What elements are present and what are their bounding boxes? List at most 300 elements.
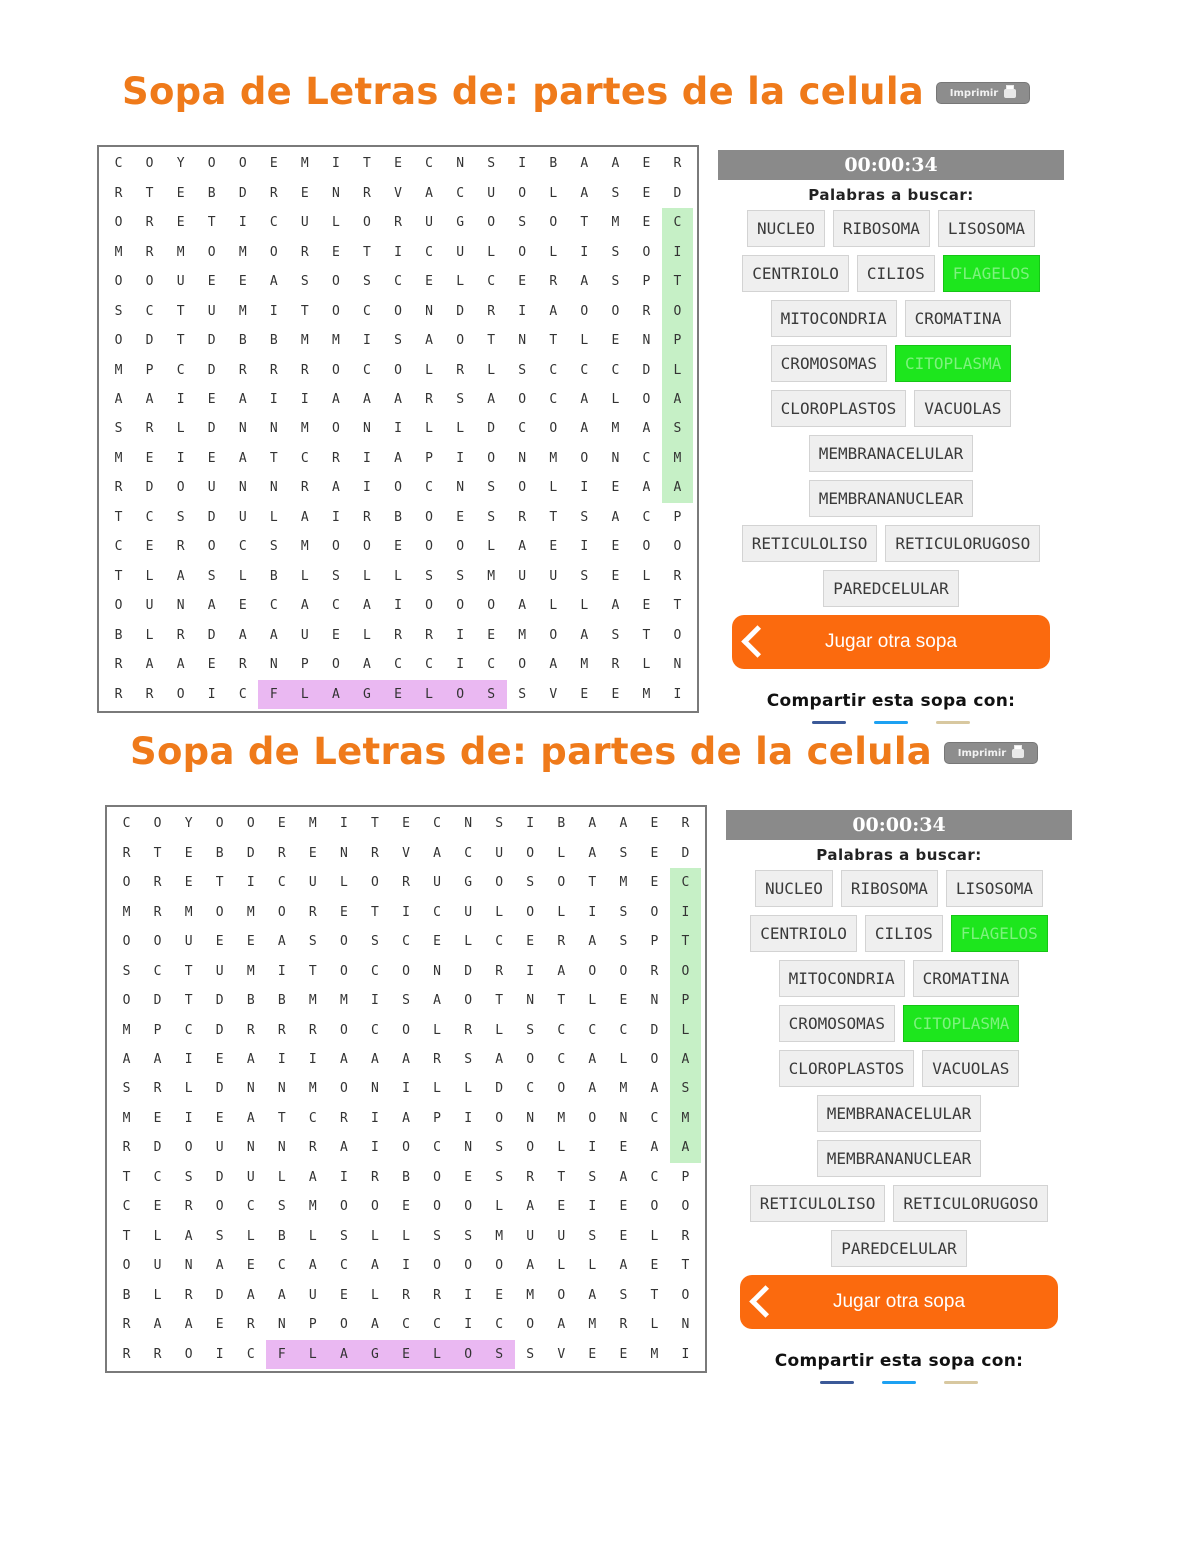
grid-cell[interactable]: S	[580, 568, 589, 584]
grid-cell[interactable]: N	[246, 1140, 255, 1156]
grid-cell[interactable]: E	[619, 1140, 628, 1156]
grid-cell[interactable]: L	[580, 333, 589, 349]
grid-cell[interactable]: A	[402, 1110, 410, 1126]
grid-cell[interactable]: T	[371, 904, 379, 920]
grid-cell[interactable]: M	[619, 1081, 628, 1097]
grid-cell[interactable]: A	[122, 1052, 131, 1068]
grid-cell[interactable]: C	[670, 868, 701, 897]
grid-cell[interactable]: T	[184, 963, 193, 979]
grid-cell[interactable]: L	[456, 274, 465, 290]
grid-cell[interactable]: O	[495, 1258, 504, 1274]
grid-cell[interactable]: T	[662, 267, 693, 296]
grid-cell[interactable]: B	[549, 156, 558, 172]
grid-cell[interactable]: S	[184, 1169, 193, 1185]
grid-cell[interactable]: U	[518, 568, 527, 584]
grid-cell[interactable]: L	[184, 1081, 193, 1097]
grid-cell[interactable]: P	[153, 1022, 162, 1038]
grid-cell[interactable]: A	[371, 1317, 379, 1333]
grid-cell[interactable]: E	[277, 816, 286, 832]
grid-cell[interactable]: T	[670, 927, 701, 956]
grid-cell[interactable]: L	[557, 845, 566, 861]
grid-cell[interactable]: R	[371, 1169, 379, 1185]
grid-cell[interactable]: I	[588, 1140, 597, 1156]
grid-cell[interactable]: O	[331, 539, 340, 555]
grid-cell[interactable]: U	[145, 598, 154, 614]
grid-cell[interactable]: L	[145, 568, 154, 584]
grid-cell[interactable]: I	[580, 244, 589, 260]
grid-cell[interactable]: E	[339, 1287, 348, 1303]
grid-cell[interactable]: Y	[184, 816, 193, 832]
grid-cell[interactable]: O	[145, 156, 154, 172]
grid-cell[interactable]: O	[114, 333, 123, 349]
grid-cell[interactable]: T	[176, 333, 185, 349]
grid-cell[interactable]: D	[673, 185, 682, 201]
grid-cell[interactable]: O	[246, 816, 255, 832]
grid-cell[interactable]: A	[300, 509, 309, 525]
grid-cell[interactable]: D	[153, 1140, 162, 1156]
grid-cell[interactable]: Y	[176, 156, 185, 172]
grid-cell[interactable]: M	[495, 1228, 504, 1244]
grid-cell[interactable]: D	[238, 185, 247, 201]
grid-cell[interactable]: A	[238, 450, 247, 466]
grid-cell[interactable]: O	[339, 963, 348, 979]
grid-cell[interactable]: M	[114, 244, 123, 260]
grid-cell[interactable]: A	[611, 509, 620, 525]
grid-cell[interactable]: B	[207, 185, 216, 201]
grid-cell[interactable]: S	[122, 1081, 131, 1097]
grid-cell[interactable]: R	[642, 303, 651, 319]
grid-cell[interactable]: B	[122, 1287, 131, 1303]
grid-cell[interactable]: R	[122, 845, 131, 861]
grid-cell[interactable]: C	[269, 598, 278, 614]
grid-cell[interactable]: E	[394, 156, 402, 172]
grid-cell[interactable]: A	[246, 1287, 255, 1303]
grid-cell[interactable]: A	[588, 845, 597, 861]
grid-cell[interactable]: O	[662, 296, 693, 325]
grid-cell[interactable]: R	[339, 1110, 348, 1126]
grid-cell[interactable]: O	[339, 1199, 348, 1215]
grid-cell[interactable]: L	[289, 680, 320, 709]
grid-cell[interactable]: L	[670, 1015, 701, 1044]
grid-cell[interactable]: I	[588, 904, 597, 920]
grid-cell[interactable]: R	[673, 156, 682, 172]
grid-cell[interactable]: M	[670, 1104, 701, 1133]
grid-cell[interactable]: O	[526, 1317, 535, 1333]
grid-cell[interactable]: S	[484, 1340, 515, 1369]
grid-cell[interactable]: O	[339, 1317, 348, 1333]
grid-cell[interactable]: D	[456, 303, 465, 319]
grid-cell[interactable]: M	[619, 875, 628, 891]
grid-cell[interactable]: O	[549, 627, 558, 643]
grid-cell[interactable]: N	[526, 1110, 535, 1126]
grid-cell[interactable]: M	[246, 904, 255, 920]
grid-cell[interactable]: I	[526, 963, 535, 979]
grid-cell[interactable]: M	[308, 993, 317, 1009]
grid-cell[interactable]: R	[122, 1317, 131, 1333]
play-again-button[interactable]	[740, 1275, 1058, 1329]
grid-cell[interactable]: N	[269, 421, 278, 437]
grid-cell[interactable]: C	[588, 1022, 597, 1038]
grid-cell[interactable]: D	[153, 993, 162, 1009]
grid-cell[interactable]: G	[464, 875, 473, 891]
grid-cell[interactable]: R	[518, 509, 527, 525]
grid-cell[interactable]: M	[611, 421, 620, 437]
grid-cell[interactable]: O	[549, 421, 558, 437]
grid-cell[interactable]: S	[300, 274, 309, 290]
grid-cell[interactable]: V	[394, 185, 402, 201]
grid-cell[interactable]: R	[363, 509, 371, 525]
grid-cell[interactable]: A	[642, 480, 651, 496]
grid-cell[interactable]: T	[642, 627, 651, 643]
grid-cell[interactable]: S	[363, 274, 371, 290]
grid-cell[interactable]: E	[153, 1110, 162, 1126]
grid-cell[interactable]: S	[495, 816, 504, 832]
grid-cell[interactable]: L	[619, 1052, 628, 1068]
grid-cell[interactable]: R	[611, 657, 620, 673]
grid-cell[interactable]: B	[269, 333, 278, 349]
grid-cell[interactable]: T	[371, 816, 379, 832]
grid-cell[interactable]: P	[433, 1110, 441, 1126]
grid-cell[interactable]: A	[176, 657, 185, 673]
grid-cell[interactable]: P	[670, 986, 701, 1015]
grid-cell[interactable]: O	[114, 598, 123, 614]
grid-cell[interactable]: O	[238, 156, 247, 172]
grid-cell[interactable]: C	[371, 963, 379, 979]
grid-cell[interactable]: C	[549, 362, 558, 378]
grid-cell[interactable]: U	[246, 1169, 255, 1185]
play-again-button[interactable]	[732, 615, 1050, 669]
grid-cell[interactable]: L	[549, 480, 558, 496]
grid-cell[interactable]: D	[145, 333, 154, 349]
grid-cell[interactable]: I	[269, 392, 278, 408]
grid-cell[interactable]: N	[619, 1110, 628, 1126]
grid-cell[interactable]: U	[207, 480, 216, 496]
grid-cell[interactable]: R	[153, 904, 162, 920]
grid-cell[interactable]: E	[308, 845, 317, 861]
grid-cell[interactable]: O	[642, 539, 651, 555]
grid-cell[interactable]: O	[518, 657, 527, 673]
grid-cell[interactable]: O	[681, 1199, 690, 1215]
grid-cell[interactable]: R	[145, 686, 154, 702]
grid-cell[interactable]: E	[557, 1199, 566, 1215]
grid-cell[interactable]: C	[642, 509, 651, 525]
grid-cell[interactable]: B	[114, 627, 123, 643]
grid-cell[interactable]: N	[184, 1258, 193, 1274]
grid-cell[interactable]: O	[207, 156, 216, 172]
grid-cell[interactable]: E	[611, 686, 620, 702]
grid-cell[interactable]: R	[394, 627, 402, 643]
grid-cell[interactable]: O	[122, 875, 131, 891]
grid-cell[interactable]: A	[580, 627, 589, 643]
grid-cell[interactable]: C	[277, 1258, 286, 1274]
grid-cell[interactable]: R	[495, 963, 504, 979]
grid-cell[interactable]: C	[433, 816, 441, 832]
grid-cell[interactable]: C	[425, 244, 433, 260]
grid-cell[interactable]: L	[363, 627, 371, 643]
grid-cell[interactable]: O	[339, 934, 348, 950]
grid-cell[interactable]: P	[145, 362, 154, 378]
grid-cell[interactable]: I	[363, 480, 371, 496]
grid-cell[interactable]: N	[238, 480, 247, 496]
grid-cell[interactable]: E	[145, 450, 154, 466]
grid-cell[interactable]: S	[611, 244, 620, 260]
grid-cell[interactable]: T	[114, 568, 123, 584]
grid-cell[interactable]: E	[402, 816, 410, 832]
grid-cell[interactable]: A	[371, 1258, 379, 1274]
grid-cell[interactable]: A	[215, 1258, 224, 1274]
grid-cell[interactable]: O	[588, 1110, 597, 1126]
grid-cell[interactable]: S	[464, 1052, 473, 1068]
grid-cell[interactable]: S	[371, 934, 379, 950]
grid-cell[interactable]: N	[339, 845, 348, 861]
grid-cell[interactable]: I	[184, 1110, 193, 1126]
share-other-icon[interactable]	[944, 1381, 978, 1384]
grid-cell[interactable]: C	[402, 1317, 410, 1333]
grid-cell[interactable]: A	[402, 1052, 410, 1068]
grid-cell[interactable]: O	[425, 509, 433, 525]
grid-cell[interactable]: N	[246, 1081, 255, 1097]
grid-cell[interactable]: O	[611, 303, 620, 319]
grid-cell[interactable]: O	[425, 539, 433, 555]
grid-cell[interactable]: C	[662, 208, 693, 237]
grid-cell[interactable]: A	[580, 392, 589, 408]
grid-cell[interactable]: D	[215, 1022, 224, 1038]
grid-cell[interactable]: L	[433, 1081, 441, 1097]
grid-cell[interactable]: L	[642, 568, 651, 584]
grid-cell[interactable]: N	[363, 421, 371, 437]
grid-cell[interactable]: S	[611, 185, 620, 201]
grid-cell[interactable]: C	[145, 303, 154, 319]
grid-cell[interactable]: A	[662, 385, 693, 414]
grid-cell[interactable]: M	[611, 215, 620, 231]
grid-cell[interactable]: A	[557, 1317, 566, 1333]
grid-cell[interactable]: A	[619, 1258, 628, 1274]
grid-cell[interactable]: M	[642, 686, 651, 702]
grid-cell[interactable]: I	[402, 1258, 410, 1274]
grid-cell[interactable]: I	[464, 1110, 473, 1126]
grid-cell[interactable]: E	[650, 875, 659, 891]
grid-cell[interactable]: L	[495, 1022, 504, 1038]
grid-cell[interactable]: O	[518, 244, 527, 260]
grid-cell[interactable]: R	[246, 1022, 255, 1038]
grid-cell[interactable]: R	[402, 1287, 410, 1303]
grid-cell[interactable]: N	[371, 1081, 379, 1097]
grid-cell[interactable]: M	[526, 1287, 535, 1303]
grid-cell[interactable]: L	[495, 1199, 504, 1215]
grid-cell[interactable]: A	[363, 598, 371, 614]
grid-cell[interactable]: A	[277, 934, 286, 950]
grid-cell[interactable]: N	[277, 1140, 286, 1156]
grid-cell[interactable]: R	[526, 1169, 535, 1185]
grid-cell[interactable]: N	[681, 1317, 690, 1333]
grid-cell[interactable]: A	[580, 421, 589, 437]
grid-cell[interactable]: E	[153, 1199, 162, 1215]
grid-cell[interactable]: P	[650, 934, 659, 950]
grid-cell[interactable]: A	[394, 450, 402, 466]
grid-cell[interactable]: T	[681, 1258, 690, 1274]
grid-cell[interactable]: T	[580, 215, 589, 231]
grid-cell[interactable]: A	[145, 392, 154, 408]
grid-cell[interactable]: O	[526, 904, 535, 920]
grid-cell[interactable]: U	[215, 1140, 224, 1156]
grid-cell[interactable]: T	[495, 993, 504, 1009]
grid-cell[interactable]: R	[650, 963, 659, 979]
grid-cell[interactable]: G	[351, 680, 382, 709]
grid-cell[interactable]: E	[549, 539, 558, 555]
grid-cell[interactable]: C	[549, 392, 558, 408]
grid-cell[interactable]: O	[331, 274, 340, 290]
grid-cell[interactable]: O	[363, 539, 371, 555]
grid-cell[interactable]: C	[557, 1052, 566, 1068]
grid-cell[interactable]: C	[487, 657, 496, 673]
grid-cell[interactable]: L	[277, 1169, 286, 1185]
grid-cell[interactable]: E	[390, 1340, 421, 1369]
grid-cell[interactable]: I	[215, 1346, 224, 1362]
grid-cell[interactable]: C	[308, 1110, 317, 1126]
grid-cell[interactable]: O	[184, 1140, 193, 1156]
grid-cell[interactable]: I	[394, 244, 402, 260]
grid-cell[interactable]: I	[176, 392, 185, 408]
grid-cell[interactable]: O	[145, 274, 154, 290]
grid-cell[interactable]: R	[363, 185, 371, 201]
grid-cell[interactable]: A	[300, 598, 309, 614]
grid-cell[interactable]: E	[425, 274, 433, 290]
grid-cell[interactable]: O	[371, 875, 379, 891]
grid-cell[interactable]: E	[145, 539, 154, 555]
grid-cell[interactable]: L	[557, 1140, 566, 1156]
grid-cell[interactable]: I	[402, 1081, 410, 1097]
grid-cell[interactable]: U	[176, 274, 185, 290]
grid-cell[interactable]: U	[456, 244, 465, 260]
grid-cell[interactable]: T	[549, 509, 558, 525]
grid-cell[interactable]: C	[557, 1022, 566, 1038]
grid-cell[interactable]: A	[339, 1140, 348, 1156]
grid-cell[interactable]: D	[215, 1081, 224, 1097]
grid-cell[interactable]: N	[456, 156, 465, 172]
grid-cell[interactable]: C	[145, 509, 154, 525]
grid-cell[interactable]: A	[320, 680, 351, 709]
grid-cell[interactable]: R	[549, 274, 558, 290]
grid-cell[interactable]: O	[122, 934, 131, 950]
grid-cell[interactable]: M	[114, 362, 123, 378]
grid-cell[interactable]: O	[363, 215, 371, 231]
grid-cell[interactable]: A	[433, 845, 441, 861]
grid-cell[interactable]: F	[266, 1340, 297, 1369]
grid-cell[interactable]: I	[207, 686, 216, 702]
grid-cell[interactable]: O	[518, 392, 527, 408]
grid-cell[interactable]: A	[487, 392, 496, 408]
grid-cell[interactable]: N	[518, 333, 527, 349]
grid-cell[interactable]: C	[153, 1169, 162, 1185]
grid-cell[interactable]: T	[300, 303, 309, 319]
grid-cell[interactable]: L	[153, 1287, 162, 1303]
grid-cell[interactable]: L	[363, 568, 371, 584]
grid-cell[interactable]: C	[238, 539, 247, 555]
grid-cell[interactable]: C	[184, 1022, 193, 1038]
grid-cell[interactable]: U	[433, 875, 441, 891]
grid-cell[interactable]: G	[456, 215, 465, 231]
grid-cell[interactable]: V	[557, 1346, 566, 1362]
grid-cell[interactable]: S	[588, 1169, 597, 1185]
grid-cell[interactable]: C	[122, 816, 131, 832]
grid-cell[interactable]: I	[402, 904, 410, 920]
grid-cell[interactable]: S	[518, 686, 527, 702]
grid-cell[interactable]: U	[495, 845, 504, 861]
grid-cell[interactable]: A	[619, 1169, 628, 1185]
grid-cell[interactable]: S	[114, 421, 123, 437]
grid-cell[interactable]: C	[650, 1169, 659, 1185]
grid-cell[interactable]: L	[145, 627, 154, 643]
grid-cell[interactable]: O	[456, 333, 465, 349]
grid-cell[interactable]: A	[363, 657, 371, 673]
grid-cell[interactable]: A	[580, 185, 589, 201]
grid-cell[interactable]: E	[611, 333, 620, 349]
grid-cell[interactable]: A	[153, 1317, 162, 1333]
grid-cell[interactable]: A	[580, 274, 589, 290]
grid-cell[interactable]: O	[518, 185, 527, 201]
grid-cell[interactable]: C	[371, 1022, 379, 1038]
grid-cell[interactable]: M	[588, 1317, 597, 1333]
grid-cell[interactable]: S	[526, 1346, 535, 1362]
grid-cell[interactable]: O	[425, 598, 433, 614]
grid-cell[interactable]: T	[184, 993, 193, 1009]
grid-cell[interactable]: R	[433, 1052, 441, 1068]
grid-cell[interactable]: D	[464, 963, 473, 979]
grid-cell[interactable]: E	[487, 627, 496, 643]
grid-cell[interactable]: I	[339, 1169, 348, 1185]
grid-cell[interactable]: S	[495, 1169, 504, 1185]
grid-cell[interactable]: A	[207, 598, 216, 614]
grid-cell[interactable]: I	[176, 450, 185, 466]
grid-cell[interactable]: M	[238, 303, 247, 319]
grid-cell[interactable]: E	[215, 1317, 224, 1333]
grid-cell[interactable]: I	[673, 686, 682, 702]
grid-cell[interactable]: B	[277, 993, 286, 1009]
grid-cell[interactable]: S	[619, 845, 628, 861]
grid-cell[interactable]: I	[371, 993, 379, 1009]
grid-cell[interactable]: U	[526, 1228, 535, 1244]
grid-cell[interactable]: T	[215, 875, 224, 891]
grid-cell[interactable]: A	[145, 657, 154, 673]
grid-cell[interactable]: M	[650, 1346, 659, 1362]
grid-cell[interactable]: S	[611, 274, 620, 290]
grid-cell[interactable]: O	[495, 1110, 504, 1126]
grid-cell[interactable]: R	[464, 1022, 473, 1038]
grid-cell[interactable]: O	[122, 1258, 131, 1274]
grid-cell[interactable]: A	[238, 627, 247, 643]
grid-cell[interactable]: O	[114, 274, 123, 290]
grid-cell[interactable]: O	[642, 244, 651, 260]
grid-cell[interactable]: O	[526, 1052, 535, 1068]
grid-cell[interactable]: C	[363, 303, 371, 319]
grid-cell[interactable]: V	[549, 686, 558, 702]
grid-cell[interactable]: C	[277, 875, 286, 891]
grid-cell[interactable]: C	[495, 1317, 504, 1333]
grid-cell[interactable]: S	[269, 539, 278, 555]
grid-cell[interactable]: O	[549, 215, 558, 231]
grid-cell[interactable]: M	[176, 244, 185, 260]
grid-cell[interactable]: N	[425, 303, 433, 319]
grid-cell[interactable]: C	[246, 1346, 255, 1362]
grid-cell[interactable]: S	[114, 303, 123, 319]
grid-cell[interactable]: L	[549, 185, 558, 201]
grid-cell[interactable]: L	[487, 539, 496, 555]
grid-cell[interactable]: A	[670, 1133, 701, 1162]
grid-cell[interactable]: I	[394, 598, 402, 614]
grid-cell[interactable]: O	[207, 539, 216, 555]
grid-cell[interactable]: C	[238, 686, 247, 702]
grid-cell[interactable]: S	[662, 414, 693, 443]
